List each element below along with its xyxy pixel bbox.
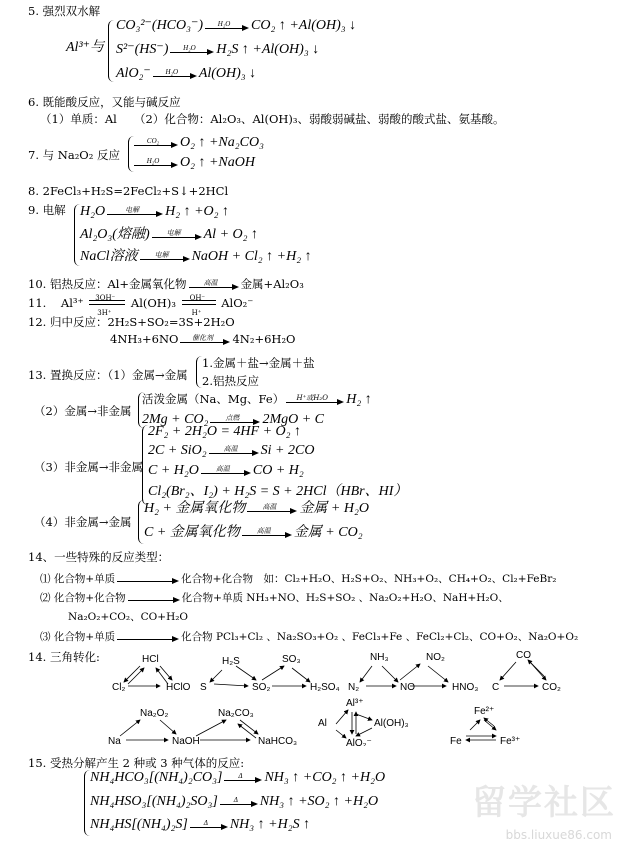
s8-line: 8. 2FeCl₃+H₂S=2FeCl₂+S↓+2HCl [28, 184, 229, 198]
s9-r2: Al₂O₃(熔融) 电解 Al + O₂ ↑ [80, 227, 258, 242]
s14-title: 14、一些特殊的反应类型： [28, 550, 170, 564]
tri1-label-1: Cl₂ [112, 682, 126, 693]
tri1-label-0: HCl [142, 654, 159, 665]
s13-p3: （3）非金属→非金属 [34, 460, 143, 474]
tri7-label-3: AlO₂⁻ [346, 738, 372, 746]
tri3-label-2: N₂ [348, 682, 360, 693]
s11-line: 11. Al³⁺ $\frac{3OH^-}{3H^+}$ Al(OH)₃ $\frac{OH^-}{H^+}$ AlO₂⁻ [28, 294, 254, 317]
s14-r2-cont: Na₂O₂+CO₂、CO+H₂O [68, 611, 189, 623]
s10-line: 10. 铝热反应：Al+金属氧化物 高温 金属+Al₂O₃ [28, 277, 304, 291]
s15-r1: NH₄HCO₃[(NH₄)₂CO₃] Δ NH₃ ↑ +CO₂ ↑ +H₂O [90, 770, 386, 785]
s13-p3c: C + H₂O 高温 CO + H₂ [148, 463, 304, 478]
s13-p2: （2）金属→非金属 [34, 404, 132, 418]
tri3-label-1: NO₂ [426, 652, 445, 663]
s14-r3: ⑶ 化合物+单质 化合物 PCl₃+Cl₂ 、Na₂SO₃+O₂ 、FeCl₃+Fe 、FeCl₂+Cl₂、CO+O₂、Na₂O+O₂ [40, 631, 579, 643]
tri2-label-0: H₂S [222, 656, 240, 667]
s13-b1: 1.金属＋盐→金属＋盐 [202, 356, 315, 370]
watermark-url: bbs.liuxue86.com [505, 828, 612, 842]
triangle-iron [466, 718, 496, 740]
s13-b2: 2.铝热反应 [202, 374, 259, 388]
tri2-label-3: SO₃ [282, 654, 301, 665]
tri4-label-0: CO [516, 650, 531, 661]
s13-p3a: 2F₂ + 2H₂O = 4HF + O₂ ↑ [148, 424, 301, 439]
tri2-label-4: H₂SO₄ [310, 682, 340, 693]
tri7-label-1: Al [318, 718, 327, 729]
s7-r2: H₂O O₂ ↑ +NaOH [132, 156, 255, 170]
s5-r2: S²⁻(HS⁻) H₂O H₂S ↑ +Al(OH)₃ ↓ [116, 42, 320, 57]
s12-line2: 4NH₃+6NO 催化剂 4N₂+6H₂O [110, 332, 296, 346]
s9-title: 9. 电解 [28, 203, 66, 217]
s13-p4: （4）非金属→金属 [34, 515, 132, 529]
tri1-label-2: HClO [166, 682, 191, 693]
tri3-label-3: NO [400, 682, 415, 693]
s9-r1: H₂O 电解 H₂ ↑ +O₂ ↑ [80, 204, 229, 219]
triangle-diagrams [0, 646, 622, 746]
s5-title: 5. 强烈双水解 [28, 4, 101, 18]
s9-r3: NaCl溶液 电解 NaOH + Cl₂ ↑ +H₂ ↑ [80, 249, 312, 264]
s13-title: 13. 置换反应：（1）金属→金属 [28, 368, 188, 382]
tri7-label-2: Al(OH)₃ [374, 718, 409, 729]
s13-p2a: 活泼金属（Na、Mg、Fe） H⁺或H₂O H₂ ↑ [142, 392, 372, 407]
s14-r2: ⑵ 化合物+化合物 化合物+单质 NH₃+NO、H₂S+SO₂ 、Na₂O₂+H₂O、NaH+H₂O、 [40, 592, 509, 604]
s14b-title: 14. 三角转化: [28, 650, 100, 664]
triangle-carbon [500, 660, 546, 686]
s7-r1: CO₂ O₂ ↑ +Na₂CO₃ [132, 136, 264, 150]
triangle-aluminium [336, 710, 372, 738]
tri5-label-0: Na₂O₂ [140, 708, 169, 719]
tri4-label-1: C [492, 682, 500, 693]
s13-p4b: C + 金属氧化物 高温 金属 + CO₂ [144, 525, 363, 540]
s15-r2: NH₄HSO₃[(NH₄)₂SO₃] Δ NH₃ ↑ +SO₂ ↑ +H₂O [90, 794, 379, 809]
watermark-logo: 留学社区 [472, 783, 616, 823]
s6-title: 6. 既能酸反应，又能与碱反应 [28, 95, 181, 109]
s5-lead: Al³⁺与 [66, 40, 105, 55]
tri7-label-0: Al³⁺ [346, 698, 364, 709]
s5-r1: CO₃²⁻(HCO₃⁻) H₂O CO₂ ↑ +Al(OH)₃ ↓ [116, 18, 357, 33]
s13-p2b: 2Mg + CO₂ 点燃 2MgO + C [142, 412, 324, 427]
s15-r3: NH₄HS[(NH₄)₂S] Δ NH₃ ↑ +H₂S ↑ [90, 817, 311, 832]
tri2-label-2: SO₂ [252, 682, 271, 693]
s5-brace [108, 20, 115, 82]
s5-r3: AlO₂⁻ H₂O Al(OH)₃ ↓ [116, 66, 257, 81]
tri3-label-0: NH₃ [370, 652, 389, 663]
s13-p3d: Cl₂(Br₂、I₂) + H₂S = S + 2HCl（HBr、HI） [148, 484, 408, 499]
tri5-label-2: NaOH [172, 736, 200, 746]
tri6-label-1: NaHCO₃ [258, 736, 298, 746]
tri5-label-1: Na [108, 736, 121, 746]
s6-line: （1）单质：Al （2）化合物：Al₂O₃、Al(OH)₃、弱酸弱碱盐、弱酸的酸式盐、氨基酸。 [40, 112, 505, 126]
s13-p3b: 2C + SiO₂ 高温 Si + 2CO [148, 443, 315, 458]
tri6-label-0: Na₂CO₃ [218, 708, 254, 719]
tri8-label-0: Fe²⁺ [474, 706, 495, 717]
s7-title: 7. 与 Na₂O₂ 反应 [28, 148, 121, 162]
tri3-label-4: HNO₃ [452, 682, 479, 693]
tri4-label-2: CO₂ [542, 682, 561, 693]
s13-p4a: H₂ + 金属氧化物 高温 金属 + H₂O [144, 501, 369, 516]
tri8-label-2: Fe³⁺ [500, 736, 521, 746]
s15-title: 15. 受热分解产生 2 种或 3 种气体的反应: [28, 756, 245, 770]
s14-r1: ⑴ 化合物+单质 化合物+化合物 如：Cl₂+H₂O、H₂S+O₂、NH₃+O₂、CH₄+O₂、Cl₂+FeBr₂ [40, 573, 557, 585]
tri2-label-1: S [200, 682, 207, 693]
triangle-chlorine [124, 666, 172, 686]
s12-line1: 12. 归中反应：2H₂S+SO₂=3S+2H₂O [28, 315, 235, 329]
tri8-label-1: Fe [450, 736, 462, 746]
